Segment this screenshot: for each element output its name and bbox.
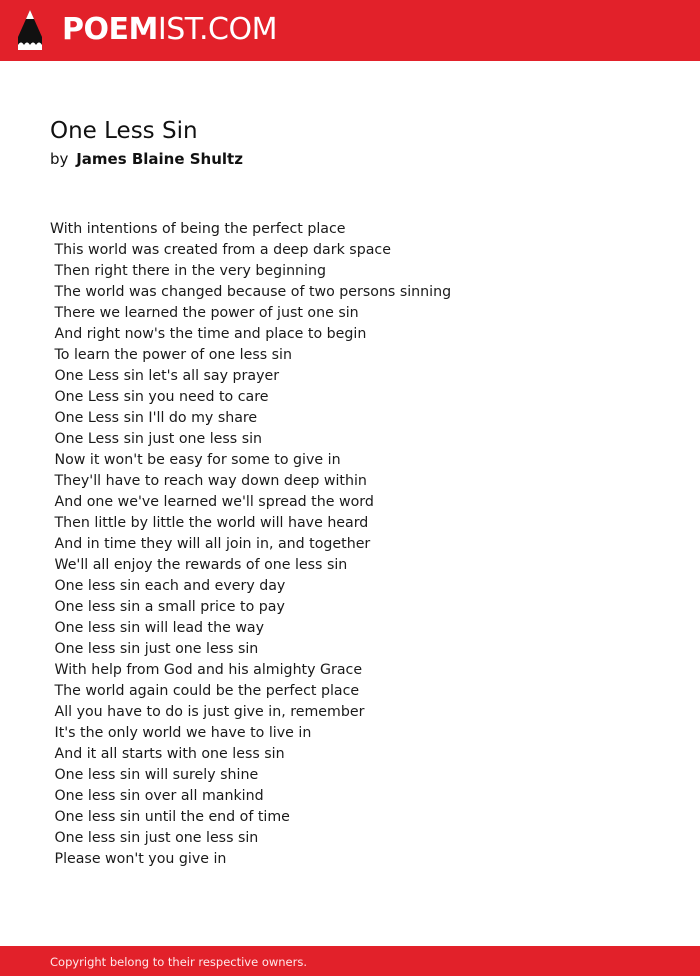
logo-light-text: IST.COM <box>157 12 277 47</box>
site-logo[interactable] <box>62 12 277 48</box>
poem-line: One less sin each and every day <box>50 578 286 594</box>
poem-line: Please won't you give in <box>50 851 227 867</box>
author-name: James Blaine Shultz <box>76 150 243 168</box>
poem-line: With intentions of being the perfect place <box>50 221 346 237</box>
poem-line: And right now's the time and place to begin <box>50 326 367 342</box>
copyright-notice: Copyright belong to their respective owners. <box>50 955 308 969</box>
poem-line: One Less sin you need to care <box>50 389 269 405</box>
poem-line: They'll have to reach way down deep within <box>50 473 367 489</box>
poem-line: One less sin will surely shine <box>50 767 259 783</box>
poem-line: And in time they will all join in, and together <box>50 536 371 552</box>
poem-line: Then right there in the very beginning <box>50 263 326 279</box>
poem-line: One Less sin I'll do my share <box>50 410 258 426</box>
pencil-tip-icon <box>17 9 43 51</box>
poem-line: All you have to do is just give in, remember <box>50 704 365 720</box>
poem-line: Then little by little the world will have heard <box>50 515 369 531</box>
poem-line: One less sin over all mankind <box>50 788 264 804</box>
poem-title: One Less Sin <box>50 118 198 144</box>
poem-line: It's the only world we have to live in <box>50 725 312 741</box>
site-footer <box>0 946 700 976</box>
poem-line: One less sin just one less sin <box>50 830 259 846</box>
logo-bold-text: POEM <box>62 12 158 47</box>
poem-line: There we learned the power of just one sin <box>50 305 359 321</box>
poem-line: This world was created from a deep dark space <box>50 242 391 258</box>
byline <box>50 148 243 170</box>
poem-line: One less sin just one less sin <box>50 641 259 657</box>
poem-line: We'll all enjoy the rewards of one less sin <box>50 557 348 573</box>
poem-line: One Less sin just one less sin <box>50 431 263 447</box>
poem-line: To learn the power of one less sin <box>50 347 292 363</box>
poem-line: And it all starts with one less sin <box>50 746 285 762</box>
poem-body <box>50 219 670 870</box>
poem-line: The world was changed because of two persons sinning <box>50 284 452 300</box>
poem-line: One less sin a small price to pay <box>50 599 285 615</box>
poem-line: One less sin until the end of time <box>50 809 290 825</box>
poem-line: One less sin will lead the way <box>50 620 265 636</box>
by-label: by <box>50 150 69 168</box>
poem-line: The world again could be the perfect place <box>50 683 360 699</box>
poem-line: One Less sin let's all say prayer <box>50 368 280 384</box>
poem-line: With help from God and his almighty Grace <box>50 662 363 678</box>
poem-line: Now it won't be easy for some to give in <box>50 452 341 468</box>
site-header <box>0 0 700 61</box>
poem-line: And one we've learned we'll spread the word <box>50 494 374 510</box>
